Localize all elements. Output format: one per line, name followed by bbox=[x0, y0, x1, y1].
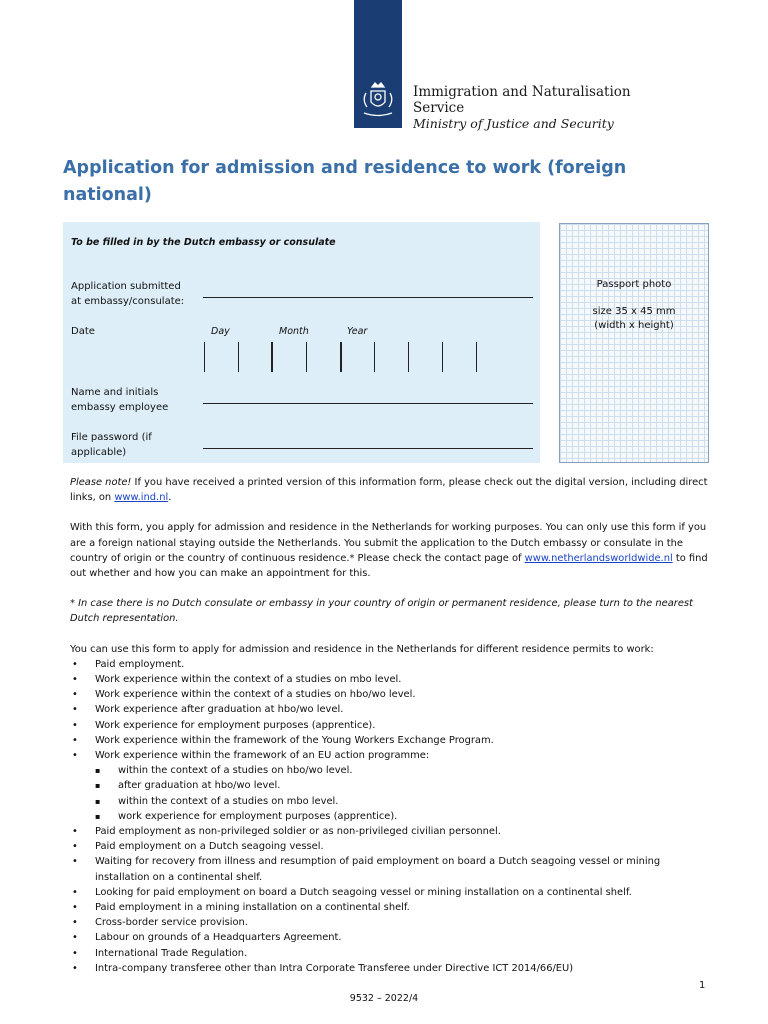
day-label: Day bbox=[211, 326, 230, 337]
list-item: • Labour on grounds of a Headquarters Agreement. bbox=[70, 930, 710, 945]
password-label bbox=[71, 430, 152, 460]
embassy-section bbox=[63, 222, 540, 463]
body-text bbox=[70, 475, 710, 976]
list-item-eu-label: Work experience within the framework of an EU action programme: bbox=[95, 750, 430, 762]
submitted-label-line-2: at embassy/consulate: bbox=[71, 296, 185, 307]
employee-label bbox=[71, 385, 168, 415]
date-tick bbox=[476, 342, 477, 372]
footnote bbox=[70, 596, 710, 626]
sublist-item: ▪ work experience for employment purposes (apprentice). bbox=[95, 809, 710, 824]
ministry-name: Ministry of Justice and Security bbox=[413, 116, 614, 131]
list-item: • Work experience after graduation at hbo/wo level. bbox=[70, 702, 710, 717]
list-item: • Paid employment on a Dutch seagoing vessel. bbox=[70, 839, 710, 854]
page-number: 1 bbox=[699, 980, 706, 991]
org-line-2: Service bbox=[413, 100, 465, 116]
password-label-line-1: File password (if bbox=[71, 432, 152, 443]
password-field[interactable] bbox=[203, 448, 533, 449]
list-intro: You can use this form to apply for admission and residence in the Netherlands for different residence permits to work: bbox=[70, 643, 654, 655]
worldwide-link[interactable]: www.netherlandsworldwide.nl bbox=[524, 552, 673, 564]
intro-paragraph bbox=[70, 520, 710, 581]
form-code: 9532 – 2022/4 bbox=[349, 993, 419, 1004]
eu-sublist bbox=[95, 763, 710, 824]
organization-name bbox=[413, 84, 631, 132]
password-label-line-2: applicable) bbox=[71, 447, 127, 458]
list-item: • Waiting for recovery from illness and resumption of paid employment on board a Dutch seagoing vessel or mining installation on a continental shelf. bbox=[70, 854, 710, 884]
list-item: • Work experience within the framework of the Young Workers Exchange Program. bbox=[70, 733, 710, 748]
embassy-heading: To be filled in by the Dutch embassy or consulate bbox=[71, 237, 336, 248]
page-title: Application for admission and residence to work (foreign national) bbox=[63, 158, 627, 205]
date-label: Date bbox=[71, 326, 95, 337]
employee-label-line-2: embassy employee bbox=[71, 402, 169, 413]
month-label: Month bbox=[279, 326, 309, 337]
date-tick bbox=[306, 342, 307, 372]
submitted-label-line-1: Application submitted bbox=[71, 281, 181, 292]
royal-crest-icon bbox=[356, 80, 400, 124]
photo-label: Passport photo bbox=[596, 279, 672, 290]
submitted-label bbox=[71, 279, 184, 309]
submitted-field[interactable] bbox=[203, 297, 533, 298]
photo-dims: (width x height) bbox=[594, 320, 674, 331]
list-item: • Paid employment. bbox=[70, 657, 710, 672]
list-item: • Work experience within the context of a studies on hbo/wo level. bbox=[70, 687, 710, 702]
photo-size: size 35 x 45 mm bbox=[592, 306, 676, 317]
date-tick bbox=[374, 342, 375, 372]
list-item: • Paid employment as non-privileged soldier or as non-privileged civilian personnel. bbox=[70, 824, 710, 839]
list-item-eu bbox=[70, 748, 710, 824]
date-tick bbox=[442, 342, 443, 372]
employee-label-line-1: Name and initials bbox=[71, 387, 159, 398]
employee-field[interactable] bbox=[203, 403, 533, 404]
year-label: Year bbox=[347, 326, 368, 337]
list-item: • Cross-border service provision. bbox=[70, 915, 710, 930]
sublist-item: ▪ after graduation at hbo/wo level. bbox=[95, 778, 710, 793]
note-paragraph bbox=[70, 475, 710, 505]
intro-text: With this form, you apply for admission and residence in the Netherlands for working purposes. You can only use this form if you are a foreign national staying outside the Netherlands. You submit the application to the Dutch embassy or consulate in the country of origin or the country of continuous residence.* Please check the contact page of bbox=[70, 522, 707, 564]
sublist-item: ▪ within the context of a studies on hbo/wo level. bbox=[95, 763, 710, 778]
note-text: If you have received a printed version of this information form, please check out the digital version, including direct links, on bbox=[70, 477, 708, 504]
intro-suffix: to find out whether and how you can make an appointment for this. bbox=[70, 552, 708, 580]
org-line-1: Immigration and Naturalisation bbox=[413, 84, 631, 100]
list-item: • Looking for paid employment on board a Dutch seagoing vessel or mining installation on a continental shelf. bbox=[70, 885, 710, 900]
permit-list bbox=[70, 657, 710, 976]
passport-photo-box[interactable] bbox=[559, 223, 709, 463]
date-tick bbox=[271, 342, 273, 372]
date-tick bbox=[408, 342, 409, 372]
list-item: • Work experience within the context of a studies on mbo level. bbox=[70, 672, 710, 687]
list-item: • Work experience for employment purposes (apprentice). bbox=[70, 718, 710, 733]
list-item: • Intra-company transferee other than Intra Corporate Transferee under Directive ICT 2014/66/EU) bbox=[70, 961, 710, 976]
ind-link[interactable]: www.ind.nl bbox=[114, 492, 169, 504]
date-tick bbox=[238, 342, 239, 372]
date-tick bbox=[340, 342, 342, 372]
footnote-text: * In case there is no Dutch consulate or embassy in your country of origin or permanent residence, please turn to the nearest Dutch representation. bbox=[70, 598, 693, 625]
date-tick bbox=[204, 342, 205, 372]
list-item: • Paid employment in a mining installation on a continental shelf. bbox=[70, 900, 710, 915]
sublist-item: ▪ within the context of a studies on mbo level. bbox=[95, 794, 710, 809]
list-item: • International Trade Regulation. bbox=[70, 946, 710, 961]
note-suffix: . bbox=[168, 492, 172, 504]
note-prefix: Please note! bbox=[70, 477, 132, 488]
